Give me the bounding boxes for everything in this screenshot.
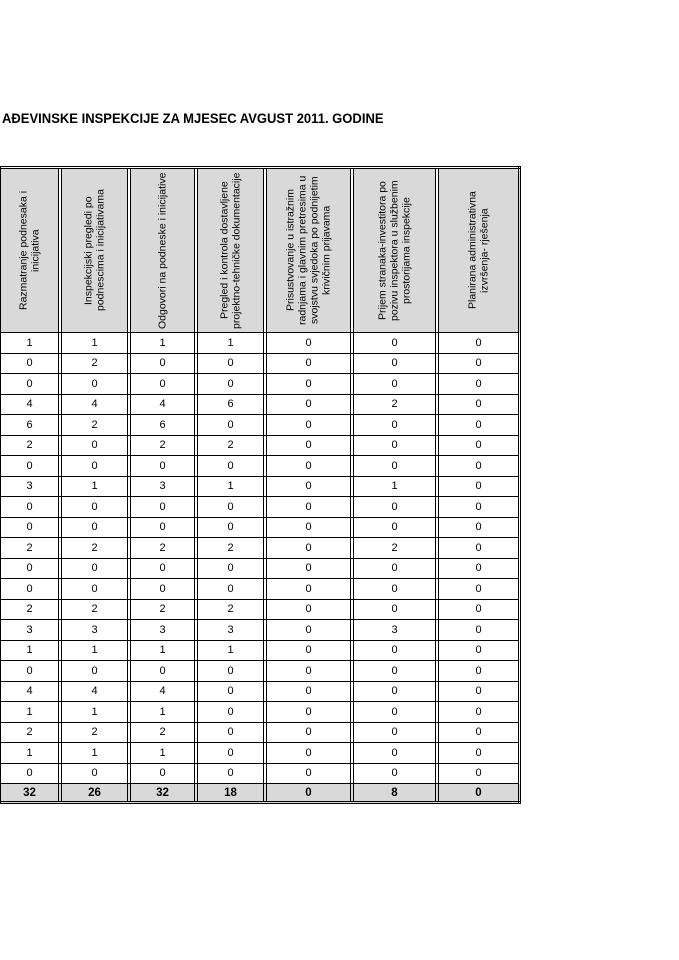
table-cell: 0 [267,517,351,538]
table-row [0,435,520,456]
table-cell: 1 [0,333,59,354]
table-cell: 0 [354,763,436,784]
table-cell: 0 [439,538,520,559]
table-cell: 2 [0,435,59,456]
table-cell: 0 [439,558,520,579]
table-cell: 0 [267,620,351,641]
table-row [0,640,520,661]
total-row [0,784,520,803]
table-cell: 0 [0,763,59,784]
table-row [0,599,520,620]
column-header-label: Prijem stranaka-investitora po pozivu inspektora u službenim prostorijama inspekcije [376,180,413,321]
table-cell: 0 [267,456,351,477]
table-cell: 0 [439,394,520,415]
table-row [0,702,520,723]
table-cell: 3 [0,476,59,497]
table-row [0,538,520,559]
table-cell: 0 [439,702,520,723]
table-cell: 0 [439,374,520,395]
table-cell: 0 [131,456,195,477]
table-cell: 3 [131,620,195,641]
table-cell: 2 [131,538,195,559]
table-cell: 0 [198,702,264,723]
column-header [0,168,59,333]
table-cell: 2 [62,353,128,374]
table-cell: 0 [267,333,351,354]
table-cell: 0 [198,497,264,518]
table-cell: 0 [62,558,128,579]
table-cell: 2 [0,722,59,743]
table-cell: 4 [131,681,195,702]
table-cell: 0 [131,497,195,518]
column-header-label: Planirana administrativna izvršenja- rješenja [466,191,491,310]
table-cell: 1 [131,640,195,661]
table-row [0,579,520,600]
document-title: AĐEVINSKE INSPEKCIJE ZA MJESEC AVGUST 2011. GODINE [2,110,384,126]
table-cell: 0 [354,702,436,723]
table-cell: 0 [439,722,520,743]
table-cell: 0 [267,702,351,723]
table-cell: 0 [439,517,520,538]
table-cell: 0 [267,722,351,743]
column-header-label: Odgovori na podneske i inicijative [156,172,169,329]
table-cell: 0 [131,661,195,682]
table-cell: 0 [267,681,351,702]
table-row [0,415,520,436]
table-cell: 1 [62,640,128,661]
table-cell: 2 [0,599,59,620]
table-cell: 0 [439,456,520,477]
table-cell: 0 [354,722,436,743]
table-cell: 0 [62,661,128,682]
table-cell: 0 [267,353,351,374]
table-row [0,333,520,354]
table-cell: 1 [131,743,195,764]
table-row [0,497,520,518]
table-cell: 0 [131,353,195,374]
table-cell: 0 [62,763,128,784]
table-row [0,394,520,415]
table-cell: 0 [439,353,520,374]
table-cell: 0 [131,517,195,538]
column-header [439,168,520,333]
table-cell: 1 [0,702,59,723]
column-header [62,168,128,333]
table-cell: 0 [198,415,264,436]
table-cell: 0 [439,620,520,641]
table-cell: 4 [62,394,128,415]
table-cell: 0 [354,333,436,354]
table-cell: 4 [0,394,59,415]
table-cell: 0 [354,743,436,764]
table-cell: 0 [267,476,351,497]
column-header-label: Pregled i kontrola dostavljene projektno-tehničke dokumentacije [218,172,243,329]
table-cell: 0 [439,435,520,456]
table-cell: 0 [0,661,59,682]
table-cell: 0 [0,353,59,374]
table-row [0,763,520,784]
total-cell: 8 [354,784,436,803]
table-row [0,456,520,477]
total-cell: 0 [267,784,351,803]
table-cell: 0 [62,579,128,600]
table-cell: 0 [198,661,264,682]
table-cell: 0 [267,661,351,682]
total-cell: 32 [131,784,195,803]
table-row [0,722,520,743]
table-cell: 0 [439,599,520,620]
table-cell: 0 [131,558,195,579]
table-cell: 0 [354,640,436,661]
table-cell: 0 [62,374,128,395]
table-cell: 0 [439,681,520,702]
table-cell: 0 [354,415,436,436]
table-cell: 1 [198,640,264,661]
table-cell: 0 [354,497,436,518]
table-cell: 0 [0,456,59,477]
table-cell: 0 [198,763,264,784]
table-row [0,620,520,641]
table-row [0,743,520,764]
table-cell: 3 [198,620,264,641]
table-cell: 0 [0,374,59,395]
table-cell: 0 [0,497,59,518]
table-cell: 0 [267,640,351,661]
table-cell: 0 [62,435,128,456]
table-cell: 1 [0,640,59,661]
table-cell: 3 [0,620,59,641]
table-cell: 0 [439,661,520,682]
table-cell: 0 [439,640,520,661]
table-cell: 0 [439,579,520,600]
table-cell: 2 [0,538,59,559]
table-cell: 2 [198,538,264,559]
table-cell: 2 [62,415,128,436]
table-cell: 2 [131,599,195,620]
table-cell: 4 [62,681,128,702]
table-cell: 0 [267,579,351,600]
table-cell: 0 [198,579,264,600]
table-cell: 1 [354,476,436,497]
table-cell: 0 [267,558,351,579]
table-cell: 1 [62,702,128,723]
table-cell: 0 [198,681,264,702]
table-cell: 0 [267,599,351,620]
table-cell: 0 [267,743,351,764]
table-cell: 1 [131,702,195,723]
table-cell: 0 [267,435,351,456]
table-cell: 0 [354,661,436,682]
table-cell: 0 [198,722,264,743]
table-cell: 0 [439,333,520,354]
table-cell: 0 [198,743,264,764]
table-cell: 4 [0,681,59,702]
table-cell: 1 [0,743,59,764]
table-cell: 1 [62,333,128,354]
total-cell: 18 [198,784,264,803]
column-header [267,168,351,333]
table-cell: 0 [267,374,351,395]
table-cell: 0 [439,415,520,436]
table-cell: 0 [267,394,351,415]
table-body [0,333,520,803]
table-cell: 2 [198,435,264,456]
table-cell: 0 [267,415,351,436]
column-header-label: Razmatranje podnesaka i inicijativa [17,190,42,311]
table-cell: 3 [131,476,195,497]
inspection-table [0,166,521,804]
table-row [0,517,520,538]
table-cell: 1 [62,743,128,764]
table-cell: 0 [354,579,436,600]
table-cell: 0 [354,599,436,620]
table-row [0,374,520,395]
table-cell: 2 [131,722,195,743]
column-header-label: Prisustvovanje u istražnim radnjama i glavnim pretresima u svojstvu svjedoka po podnijetim krivičnim prijavama [284,175,333,326]
table-cell: 0 [131,763,195,784]
table-cell: 0 [354,517,436,538]
table-cell: 1 [62,476,128,497]
table-cell: 0 [354,374,436,395]
table-cell: 0 [0,517,59,538]
table-cell: 0 [267,538,351,559]
table-cell: 1 [198,476,264,497]
table-cell: 2 [62,599,128,620]
table-row [0,476,520,497]
table-cell: 0 [439,476,520,497]
total-cell: 0 [439,784,520,803]
table-cell: 0 [198,456,264,477]
table-cell: 0 [62,456,128,477]
table-cell: 1 [198,333,264,354]
table-cell: 3 [62,620,128,641]
table-row [0,558,520,579]
table-cell: 2 [62,722,128,743]
table-cell: 0 [198,374,264,395]
table-cell: 0 [62,497,128,518]
table-cell: 2 [354,394,436,415]
table-cell: 0 [198,517,264,538]
table-cell: 0 [439,763,520,784]
table-cell: 0 [131,579,195,600]
table-cell: 0 [354,456,436,477]
table-cell: 0 [267,763,351,784]
total-cell: 26 [62,784,128,803]
table-cell: 0 [198,558,264,579]
table-cell: 6 [131,415,195,436]
table-cell: 0 [354,681,436,702]
table-row [0,353,520,374]
table-cell: 2 [354,538,436,559]
column-header [354,168,436,333]
table-cell: 3 [354,620,436,641]
table-cell: 2 [198,599,264,620]
table-cell: 0 [354,353,436,374]
table-row [0,661,520,682]
table-cell: 1 [131,333,195,354]
table-cell: 0 [354,435,436,456]
table-cell: 4 [131,394,195,415]
table-cell: 0 [62,517,128,538]
table-cell: 0 [267,497,351,518]
table-cell: 0 [354,558,436,579]
column-header-label: Inspekcijski pregledi po podnescima i inicijativama [82,189,107,312]
column-header [198,168,264,333]
table-cell: 0 [0,579,59,600]
table-cell: 0 [439,743,520,764]
table-cell: 0 [439,497,520,518]
table-cell: 2 [62,538,128,559]
table-row [0,681,520,702]
total-cell: 32 [0,784,59,803]
table-cell: 6 [0,415,59,436]
table-cell: 0 [131,374,195,395]
table-cell: 2 [131,435,195,456]
header-row [0,168,520,333]
table-cell: 0 [0,558,59,579]
table-cell: 0 [198,353,264,374]
table-cell: 6 [198,394,264,415]
column-header [131,168,195,333]
